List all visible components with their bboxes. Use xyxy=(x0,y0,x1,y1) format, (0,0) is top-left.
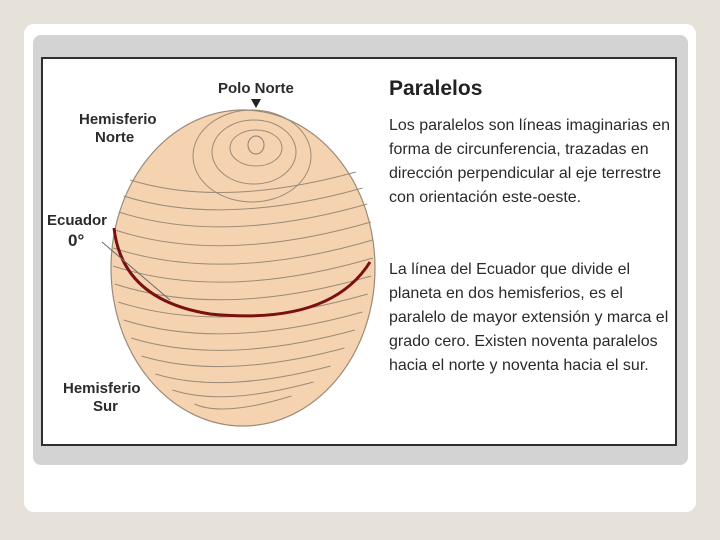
north-pole-label: Polo Norte xyxy=(218,80,294,97)
north-hemisphere-label-line2: Norte xyxy=(95,129,135,146)
north-pole-arrow-icon xyxy=(251,99,261,108)
equator-label-line1: Ecuador xyxy=(47,212,108,229)
equator-label-line2: 0° xyxy=(68,231,85,250)
south-hemisphere-label-line1: Hemisferio xyxy=(63,380,141,397)
description-paragraph-2: La línea del Ecuador que divide el planeta en dos hemisferios, es el paralelo de mayor extensión y marca el grado cero. Existen noventa paralelos hacia el norte y noventa hacia el sur. xyxy=(389,261,669,374)
paralelos-title: Paralelos xyxy=(389,77,483,100)
south-hemisphere-label-line2: Sur xyxy=(93,398,119,415)
north-hemisphere-label-line1: Hemisferio xyxy=(79,111,157,128)
description-paragraph-1: Los paralelos son líneas imaginarias en forma de circunferencia, trazadas en dirección perpendicular al eje terrestre con orientación este-oeste. xyxy=(389,117,671,206)
